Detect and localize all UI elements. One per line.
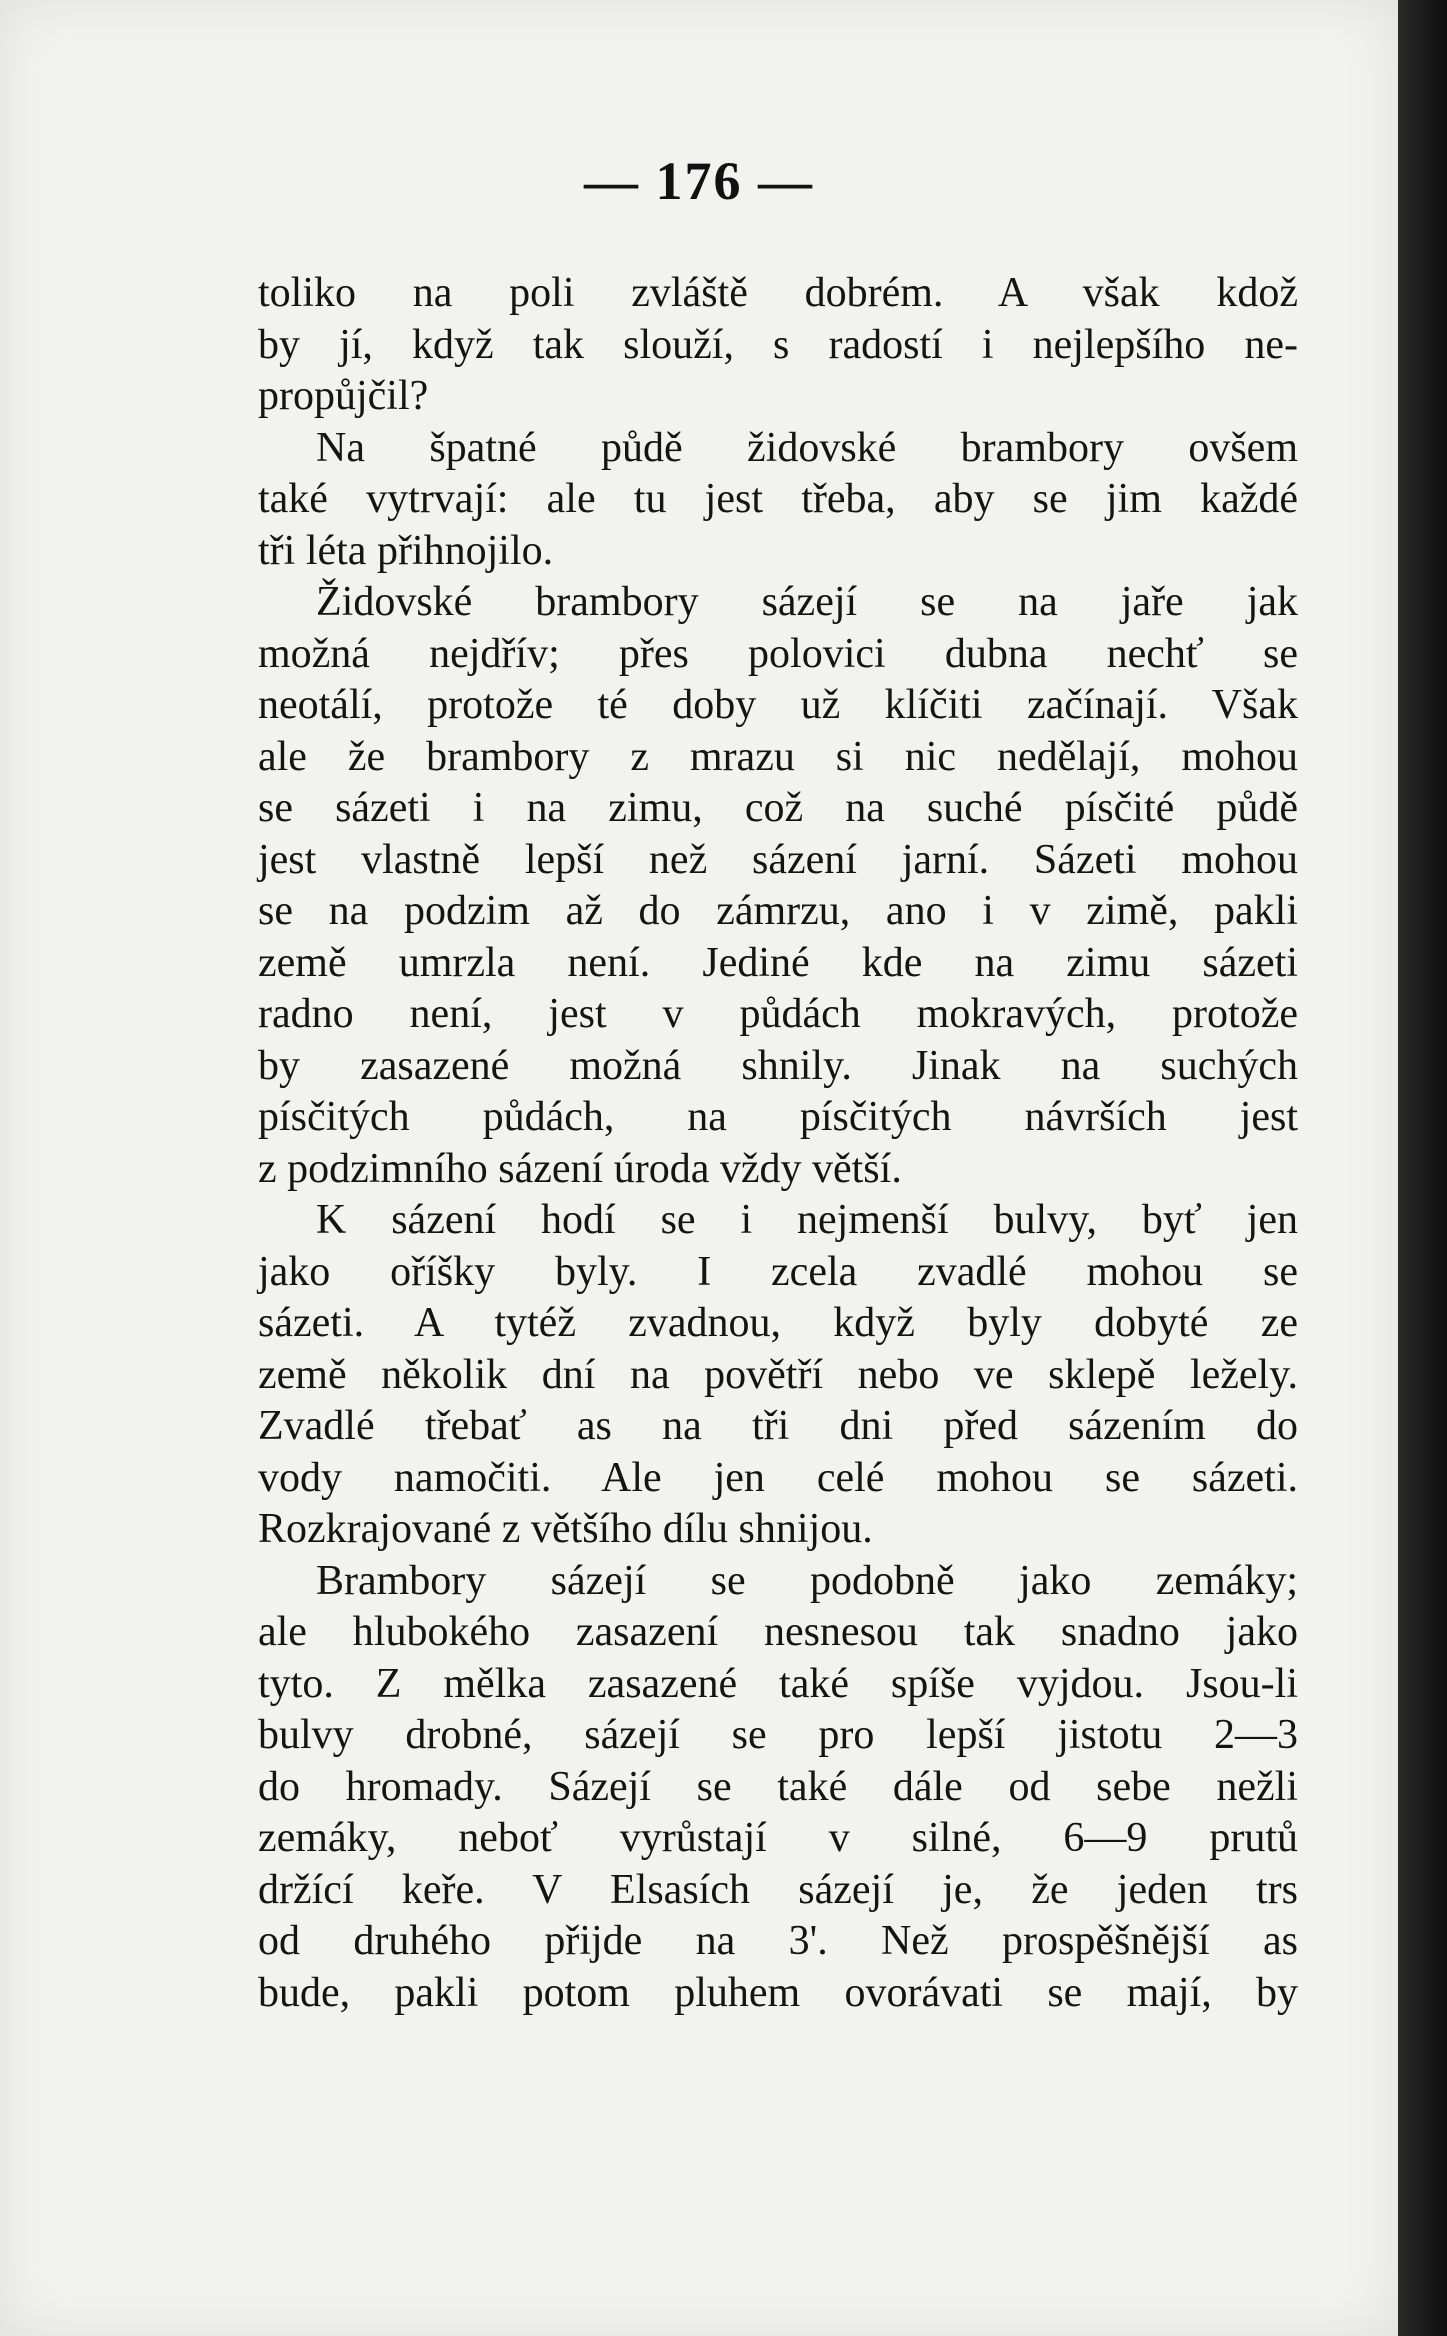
text-line: by zasazené možná shnily. Jinak na suchých: [258, 1042, 1298, 1089]
text-line: se na podzim až do zámrzu, ano i v zimě, pakli: [258, 888, 1298, 934]
text-line: také vytrvají: ale tu jest třeba, aby se jim každé: [258, 476, 1298, 522]
text-line: se sázeti i na zimu, což na suché písčité půdě: [258, 785, 1298, 831]
text-line: tyto. Z mělka zasazené také spíše vyjdou. Jsou-li: [258, 1660, 1298, 1707]
text-line: držící keře. V Elsasích sázejí je, že jeden trs: [258, 1866, 1298, 1913]
book-binding-edge: [1398, 0, 1447, 2336]
text-line: Na špatné půdě židovské brambory ovšem: [316, 424, 1298, 471]
text-line: Zvadlé třebať as na tři dni před sázením do: [258, 1403, 1298, 1449]
text-line: by jí, když tak slouží, s radostí i nejlepšího ne-: [258, 321, 1298, 368]
text-line: Brambory sázejí se podobně jako zemáky;: [316, 1557, 1298, 1604]
text-line: K sázení hodí se i nejmenší bulvy, byť jen: [316, 1197, 1298, 1243]
text-line: do hromady. Sázejí se také dále od sebe nežli: [258, 1763, 1298, 1810]
page-number: — 176 —: [584, 151, 814, 211]
text-line: sázeti. A tytéž zvadnou, když byly dobyté ze: [258, 1300, 1298, 1346]
text-line: jako oříšky byly. I zcela zvadlé mohou se: [258, 1248, 1298, 1295]
text-line: písčitých půdách, na písčitých návrších jest: [258, 1094, 1298, 1140]
text-line: vody namočiti. Ale jen celé mohou se sázeti.: [258, 1454, 1298, 1501]
text-line: radno není, jest v půdách mokravých, protože: [258, 991, 1298, 1037]
text-line: ale že brambory z mrazu si nic nedělají, mohou: [258, 733, 1298, 780]
text-line: toliko na poli zvláště dobrém. A však kdož: [258, 270, 1298, 316]
text-line: bulvy drobné, sázejí se pro lepší jistotu 2—3: [258, 1712, 1298, 1758]
text-line: země několik dní na povětří nebo ve sklepě ležely.: [258, 1351, 1298, 1398]
text-line: zemáky, neboť vyrůstají v silné, 6—9 prutů: [258, 1815, 1298, 1861]
body-text: [258, 268, 1298, 2019]
text-line: neotálí, protože té doby už klíčiti začínají. Však: [258, 682, 1298, 728]
text-line: propůjčil?: [258, 373, 429, 419]
text-line: ale hlubokého zasazení nesnesou tak snadno jako: [258, 1609, 1298, 1655]
text-line: země umrzla není. Jediné kde na zimu sázeti: [258, 939, 1298, 986]
text-line: možná nejdřív; přes polovici dubna nechť se: [258, 630, 1298, 677]
text-line: jest vlastně lepší než sázení jarní. Sázeti mohou: [258, 836, 1298, 883]
text-line: od druhého přijde na 3'. Než prospěšnější as: [258, 1918, 1298, 1964]
text-line: Rozkrajované z většího dílu shnijou.: [258, 1506, 873, 1552]
text-line: bude, pakli potom pluhem ovorávati se mají, by: [258, 1969, 1298, 2016]
text-line: Židovské brambory sázejí se na jaře jak: [316, 579, 1298, 625]
text-line: z podzimního sázení úroda vždy větší.: [258, 1145, 902, 1192]
text-line: tři léta přihnojilo.: [258, 527, 554, 574]
